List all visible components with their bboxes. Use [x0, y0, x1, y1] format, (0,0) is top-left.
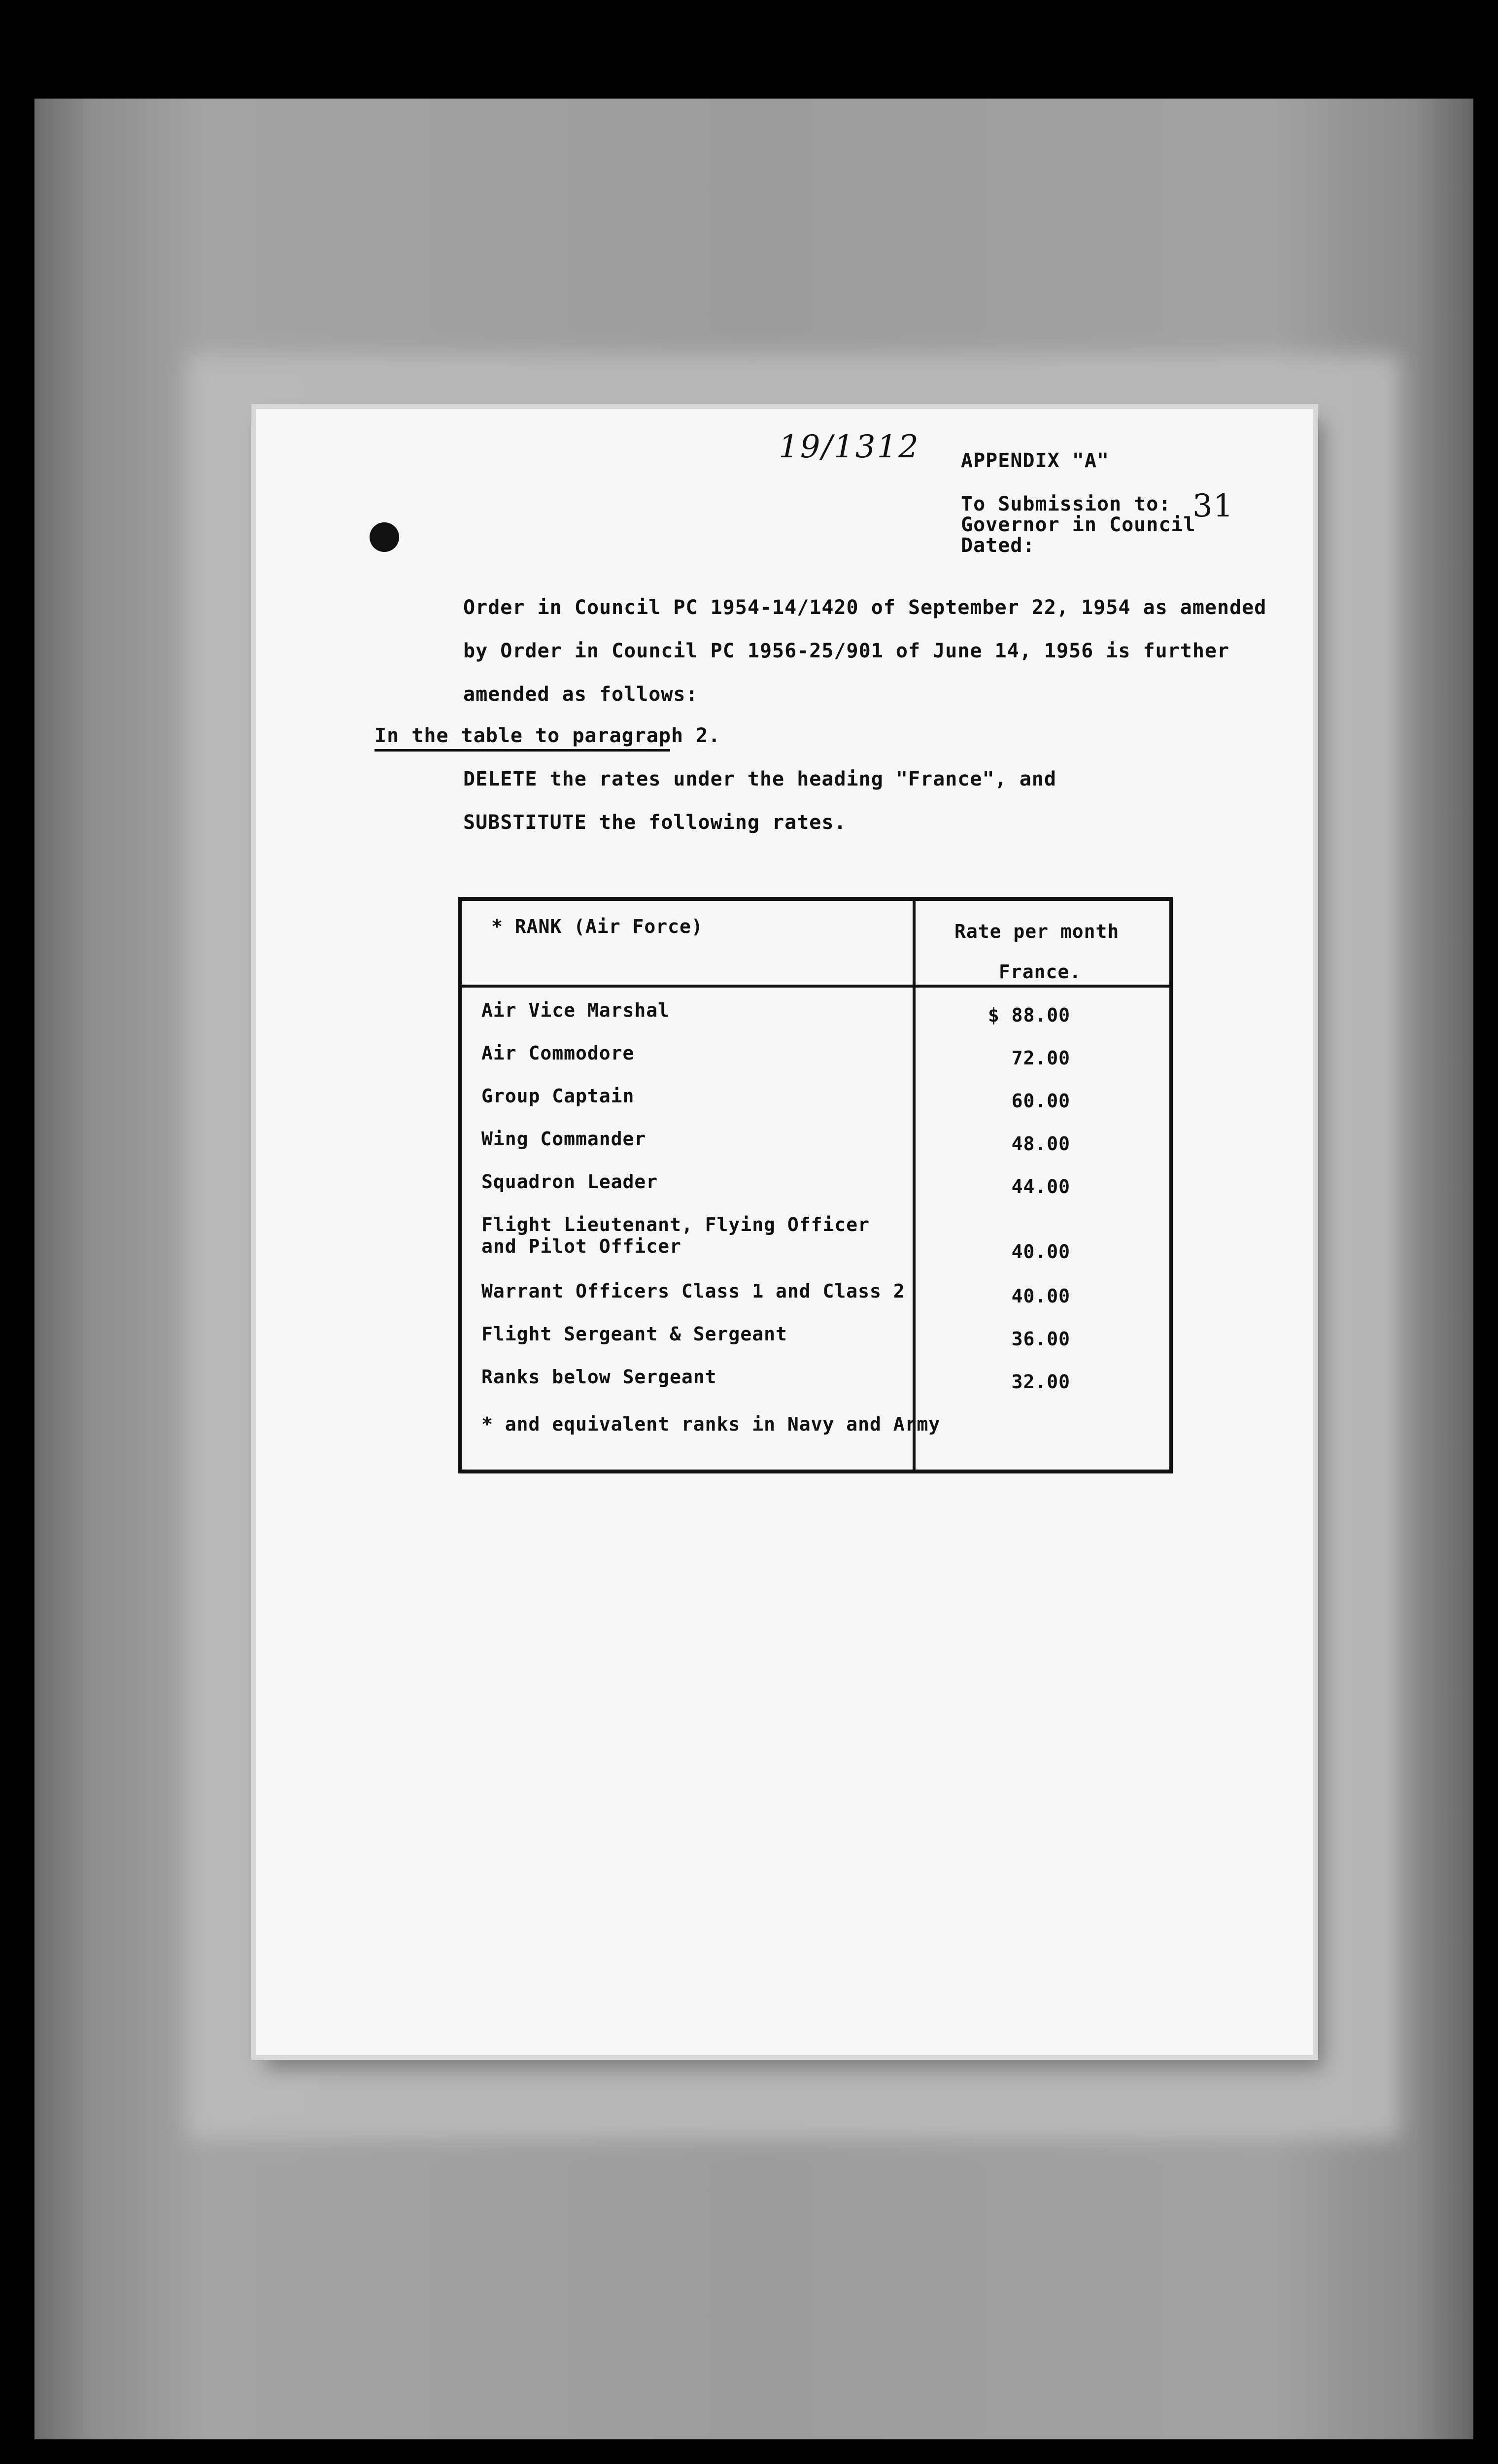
rate-row-4: 48.00 — [1011, 1133, 1070, 1155]
rate-row-9: 32.00 — [1011, 1371, 1070, 1393]
rate-row-7: 40.00 — [1011, 1285, 1070, 1307]
table-footnote: * and equivalent ranks in Navy and Army — [481, 1413, 941, 1435]
rate-column-subheader: France. — [999, 961, 1082, 983]
punch-hole — [370, 522, 399, 552]
document-page — [256, 409, 1313, 2055]
rank-row-8: Flight Sergeant & Sergeant — [481, 1323, 787, 1345]
rates-table — [458, 897, 1173, 1473]
page-number: 31 — [1192, 488, 1234, 524]
rank-row-1: Air Vice Marshal — [481, 999, 670, 1021]
submission-line-1: To Submission to: — [961, 493, 1171, 515]
submission-line-2: Governor in Council — [961, 513, 1196, 536]
rank-row-6: Flight Lieutenant, Flying Officer and Pilot Officer — [481, 1214, 870, 1257]
rate-row-8: 36.00 — [1011, 1328, 1070, 1350]
intro-line-2: by Order in Council PC 1956-25/901 of June 14, 1956 is further — [463, 640, 1230, 662]
rate-row-3: 60.00 — [1011, 1090, 1070, 1112]
rank-row-7: Warrant Officers Class 1 and Class 2 — [481, 1280, 905, 1302]
rank-row-5: Squadron Leader — [481, 1171, 658, 1193]
submission-line-3: Dated: — [961, 534, 1035, 557]
rank-column-header: * RANK (Air Force) — [491, 916, 703, 937]
rank-row-2: Air Commodore — [481, 1042, 635, 1064]
appendix-label: APPENDIX "A" — [961, 449, 1109, 472]
instruction-line-1: DELETE the rates under the heading "France", and — [463, 768, 1056, 790]
rank-row-3: Group Captain — [481, 1085, 635, 1107]
intro-line-3: amended as follows: — [463, 683, 698, 706]
header-divider — [462, 985, 1169, 988]
rate-row-6: 40.00 — [1011, 1241, 1070, 1263]
rate-row-1: $ 88.00 — [987, 1004, 1070, 1026]
rate-row-5: 44.00 — [1011, 1176, 1070, 1198]
rank-row-9: Ranks below Sergeant — [481, 1366, 717, 1388]
section-heading: In the table to paragraph 2. — [374, 724, 721, 747]
intro-line-1: Order in Council PC 1954-14/1420 of September 22, 1954 as amended — [463, 596, 1267, 619]
rate-row-2: 72.00 — [1011, 1047, 1070, 1069]
rank-row-4: Wing Commander — [481, 1128, 647, 1150]
rate-column-header: Rate per month — [954, 921, 1120, 942]
instruction-line-2: SUBSTITUTE the following rates. — [463, 811, 847, 834]
file-reference: 19/1312 — [779, 429, 920, 465]
section-heading-underline — [374, 749, 670, 752]
